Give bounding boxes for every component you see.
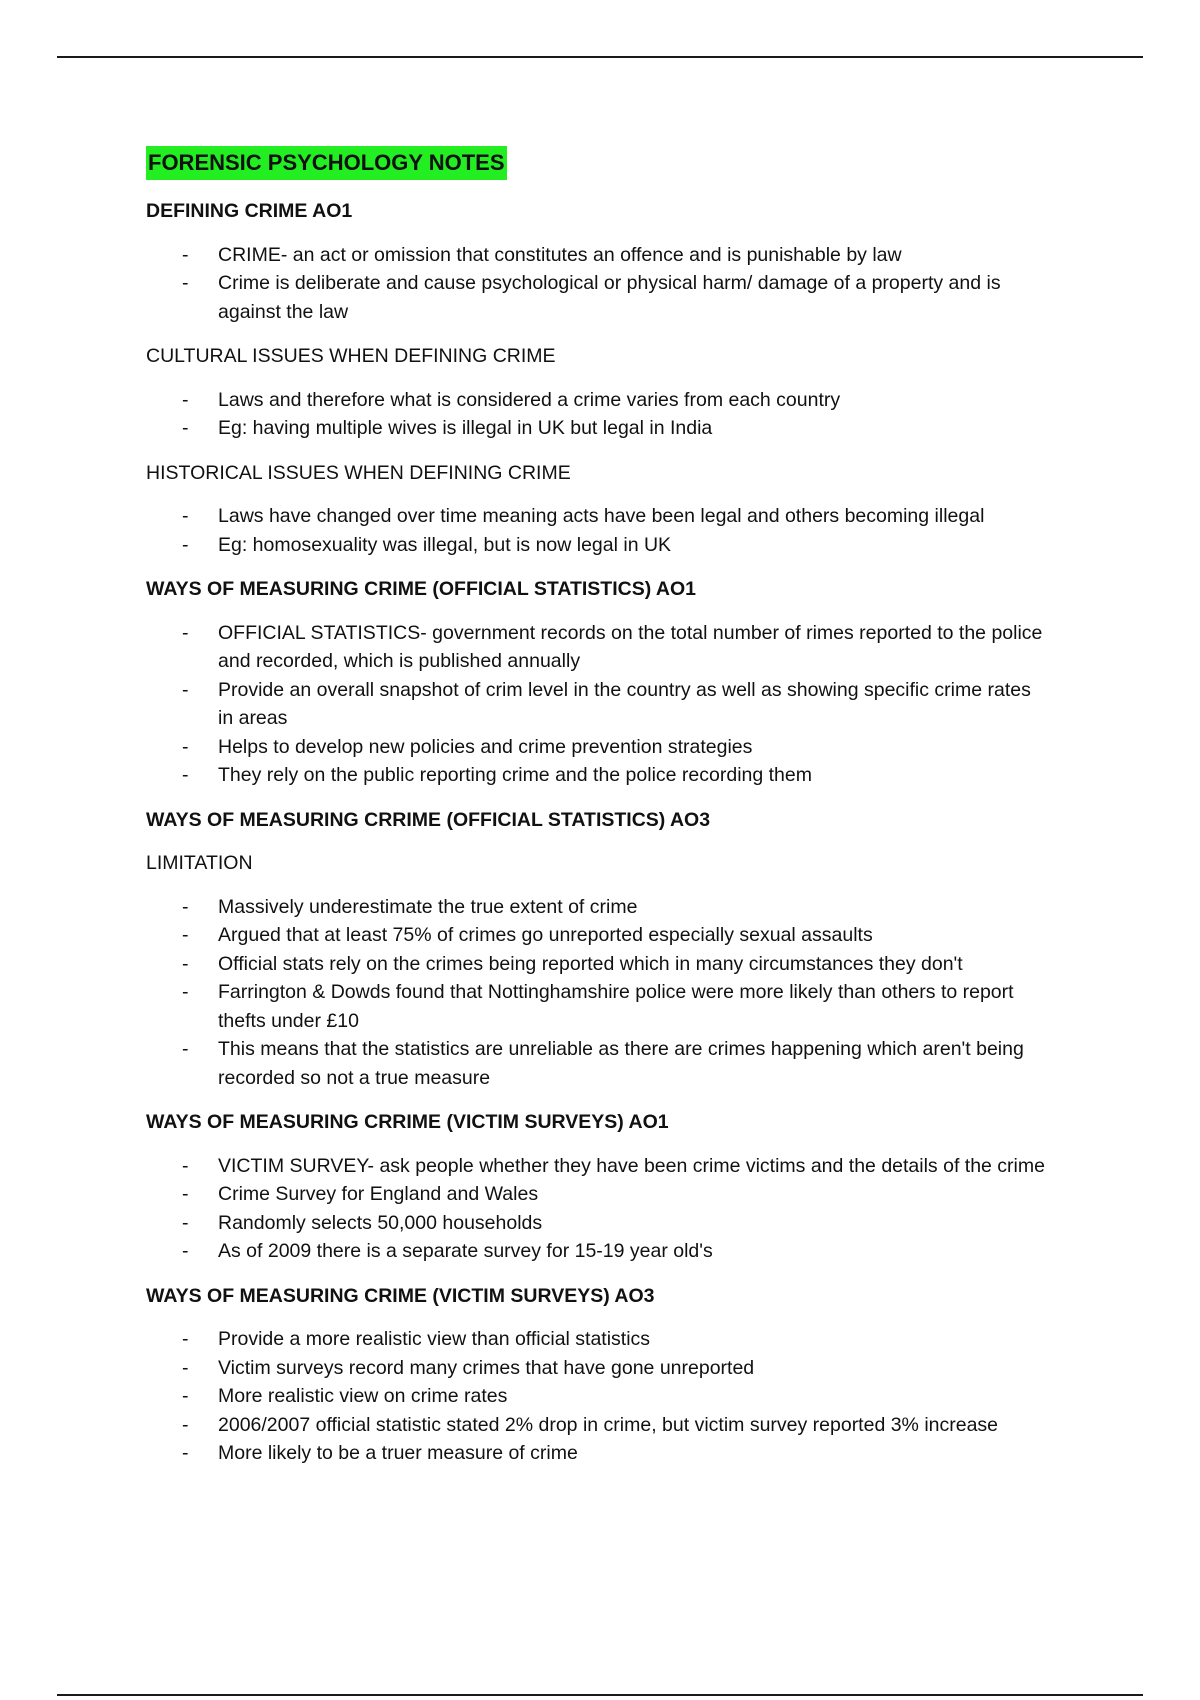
bullet-list (146, 386, 1046, 443)
document-body (146, 146, 1046, 1484)
section-subheading: LIMITATION (146, 852, 253, 874)
list-item: - Provide a more realistic view than official statistics (182, 1328, 651, 1350)
bullet-list (146, 1325, 1046, 1468)
list-item: - VICTIM SURVEY- ask people whether they have been crime victims and the details of the crime (182, 1154, 1045, 1177)
list-item: - Provide an overall snapshot of crim level in the country as well as showing specific crime rates in areas (182, 678, 1031, 729)
bullet-list (146, 1152, 1046, 1266)
bullet-list (146, 502, 1046, 559)
list-item: - Eg: having multiple wives is illegal in UK but legal in India (182, 417, 713, 439)
bottom-rule (57, 1694, 1143, 1696)
list-item: - Randomly selects 50,000 households (182, 1211, 543, 1234)
section-heading: WAYS OF MEASURING CRRIME (VICTIM SURVEYS) AO1 (146, 1111, 669, 1133)
top-rule (57, 56, 1143, 58)
list-item: - Crime Survey for England and Wales (182, 1183, 539, 1205)
list-item: - 2006/2007 official statistic stated 2% drop in crime, but victim survey reported 3% increase (182, 1413, 999, 1436)
list-item: - Laws have changed over time meaning acts have been legal and others becoming illegal (182, 505, 985, 527)
list-item: - Eg: homosexuality was illegal, but is now legal in UK (182, 533, 672, 556)
list-item: - CRIME- an act or omission that constitutes an offence and is punishable by law (182, 243, 902, 266)
list-item: - As of 2009 there is a separate survey for 15-19 year old's (182, 1240, 713, 1262)
section-heading: HISTORICAL ISSUES WHEN DEFINING CRIME (146, 461, 571, 484)
list-item: - Argued that at least 75% of crimes go unreported especially sexual assaults (182, 924, 873, 946)
list-item: - This means that the statistics are unreliable as there are crimes happening which aren't being recorded so not a true measure (182, 1038, 1024, 1089)
list-item: - OFFICIAL STATISTICS- government records on the total number of rimes reported to the police and recorded, which is published annually (182, 621, 1043, 672)
section-heading: CULTURAL ISSUES WHEN DEFINING CRIME (146, 345, 556, 367)
bullet-list (146, 619, 1046, 790)
list-item: - Massively underestimate the true extent of crime (182, 895, 638, 918)
list-item: - Helps to develop new policies and crime prevention strategies (182, 735, 753, 758)
list-item: - They rely on the public reporting crime and the police recording them (182, 764, 812, 786)
list-item: - Official stats rely on the crimes being reported which in many circumstances they don't (182, 952, 963, 975)
document-title: FORENSIC PSYCHOLOGY NOTES (146, 146, 507, 180)
list-item: - More likely to be a truer measure of crime (182, 1442, 578, 1464)
list-item: - Victim surveys record many crimes that have gone unreported (182, 1356, 755, 1379)
section-heading: WAYS OF MEASURING CRRIME (OFFICIAL STATISTICS) AO3 (146, 808, 711, 831)
section-heading: DEFINING CRIME AO1 (146, 200, 353, 222)
bullet-list (146, 241, 1046, 327)
list-item: - More realistic view on crime rates (182, 1385, 508, 1407)
section-heading: WAYS OF MEASURING CRIME (OFFICIAL STATISTICS) AO1 (146, 578, 696, 600)
bullet-list (146, 893, 1046, 1093)
list-item: - Crime is deliberate and cause psychological or physical harm/ damage of a property and is against the law (182, 272, 1001, 323)
list-item: - Farrington & Dowds found that Nottinghamshire police were more likely than others to report thefts under £10 (182, 981, 1014, 1032)
list-item: - Laws and therefore what is considered a crime varies from each country (182, 388, 841, 411)
section-heading: WAYS OF MEASURING CRIME (VICTIM SURVEYS) AO3 (146, 1284, 655, 1307)
